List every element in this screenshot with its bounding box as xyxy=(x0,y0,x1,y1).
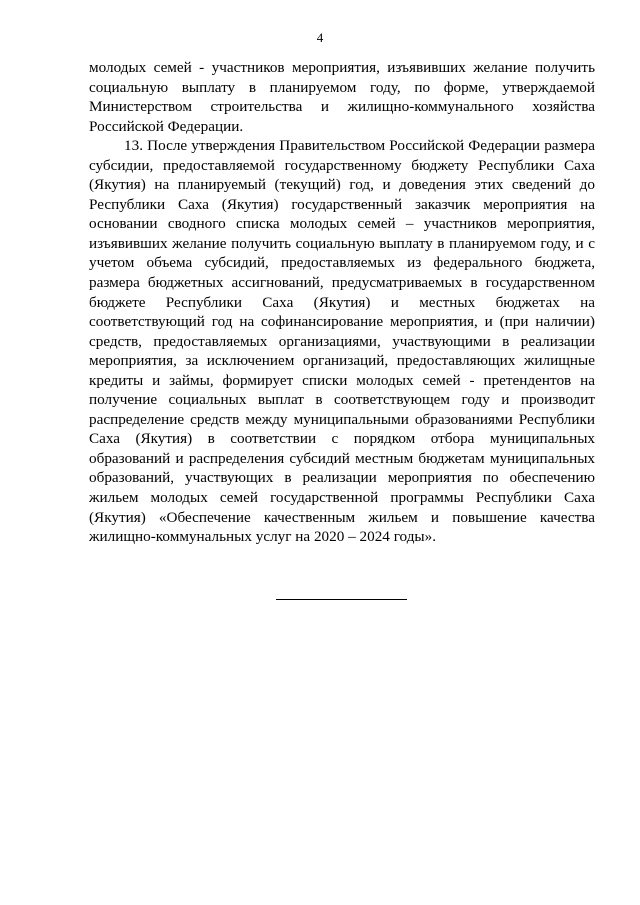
page-number: 4 xyxy=(316,30,324,45)
document-body xyxy=(89,58,595,547)
paragraph-item-13: 13. После утверждения Правительством Российской Федерации размера субсидии, предоставляемой государственному бюджету Республики Саха (Якутия) на планируемый (текущий) год, и доведения этих сведений до Республики Саха (Якутия) государственный заказчик мероприятия на основании сводного списка молодых семей – участников мероприятия, изъявивших желание получить социальную выплату в планируемом году, и с учетом объема субсидий, предоставляемых из федерального бюджета, размера бюджетных ассигнований, предусматриваемых в государственном бюджете Республики Саха (Якутия) и местных бюджетах на соответствующий год на софинансирование мероприятия, и (при наличии) средств, предоставляемых организациями, участвующими в реализации мероприятия, за исключением организаций, предоставляющих жилищные кредиты и займы, формирует списки молодых семей - претендентов на получение социальных выплат в соответствующем году и производит распределение средств между муниципальными образованиями Республики Саха (Якутия) в соответствии с порядком отбора муниципальных образований и распределения субсидий местным бюджетам муниципальных образований, участвующих в реализации мероприятия по обеспечению жильем молодых семей государственной программы Республики Саха (Якутия) «Обеспечение качественным жильем и повышение качества жилищно-коммунальных услуг на 2020 – 2024 годы». xyxy=(89,137,595,546)
paragraph-continuation: молодых семей - участников мероприятия, изъявивших желание получить социальную выплату в планируемом году, по форме, утверждаемой Министерством строительства и жилищно-коммунального хозяйства Российской Федерации. xyxy=(89,59,595,135)
end-separator-line xyxy=(276,599,407,600)
